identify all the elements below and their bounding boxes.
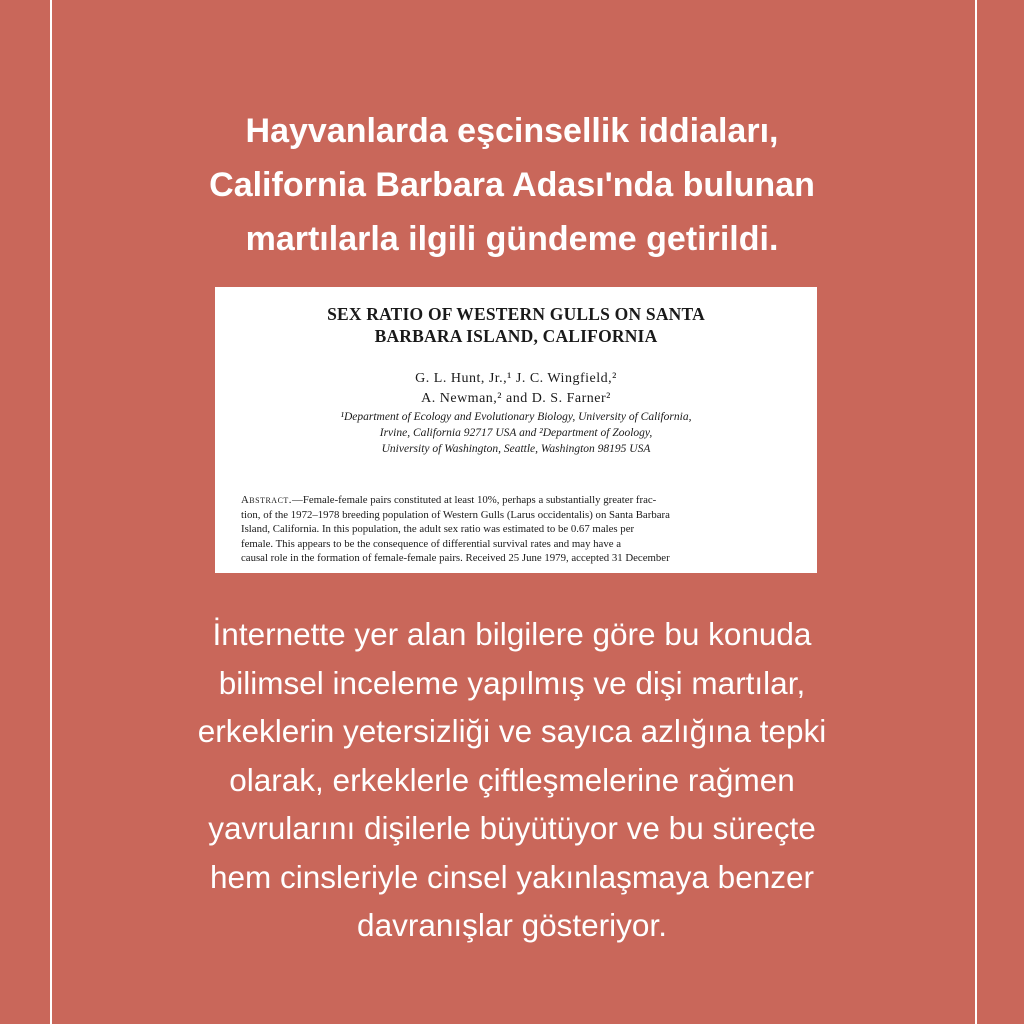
abstract-label: Abstract. [241, 494, 293, 506]
body-line: yavrularını dişilerle büyütüyor ve bu süreçte [208, 810, 816, 846]
headline-line: Hayvanlarda eşcinsellik iddiaları, [245, 112, 779, 150]
body-text [60, 610, 964, 950]
body-line: olarak, erkeklerle çiftleşmelerine rağmen [229, 761, 795, 798]
body-line: erkeklerin yetersizliği ve sayıca azlığına tepki [197, 713, 827, 749]
affiliation-line: Irvine, California 92717 USA and ²Department of Zoology, [379, 427, 653, 439]
paper-affiliations [215, 409, 817, 457]
abstract-line: causal role in the formation of female-female pairs. Received 25 June 1979, accepted 31 December [241, 552, 670, 564]
body-line: bilimsel inceleme yapılmış ve dişi martılar, [218, 664, 806, 701]
headline [60, 104, 964, 266]
paper-title-line: SEX RATIO OF WESTERN GULLS ON SANTA [327, 304, 705, 324]
author-line: A. Newman,² and D. S. Farner² [421, 391, 611, 406]
right-border-line [975, 0, 977, 1024]
headline-line: California Barbara Adası'nda bulunan [209, 166, 815, 204]
headline-line: martılarla ilgili gündeme getirildi. [245, 220, 779, 258]
body-line: davranışlar gösteriyor. [357, 907, 667, 943]
body-line: hem cinsleriyle cinsel yakınlaşmaya benzer [209, 858, 814, 895]
paper-title [215, 303, 817, 347]
left-border-line [50, 0, 52, 1024]
abstract-line [241, 493, 793, 508]
paper-clipping [215, 287, 817, 573]
body-line: İnternette yer alan bilgilere göre bu konuda [212, 616, 812, 652]
author-line: G. L. Hunt, Jr.,¹ J. C. Wingfield,² [415, 371, 617, 386]
abstract-line: female. This appears to be the consequence of differential survival rates and may have a [241, 537, 622, 550]
abstract-text: —Female-female pairs constituted at least 10%, perhaps a substantially greater frac- [292, 494, 657, 506]
abstract-line: Island, California. In this population, the adult sex ratio was estimated to be 0.67 males per [241, 523, 635, 535]
paper-abstract [241, 493, 793, 566]
paper-authors [215, 369, 817, 409]
affiliation-line: ¹Department of Ecology and Evolutionary Biology, University of California, [340, 411, 692, 423]
abstract-line: tion, of the 1972–1978 breeding population of Western Gulls (Larus occidentalis) on Santa Barbara [241, 508, 670, 521]
affiliation-line: University of Washington, Seattle, Washington 98195 USA [381, 443, 651, 455]
paper-title-line: BARBARA ISLAND, CALIFORNIA [374, 326, 658, 346]
